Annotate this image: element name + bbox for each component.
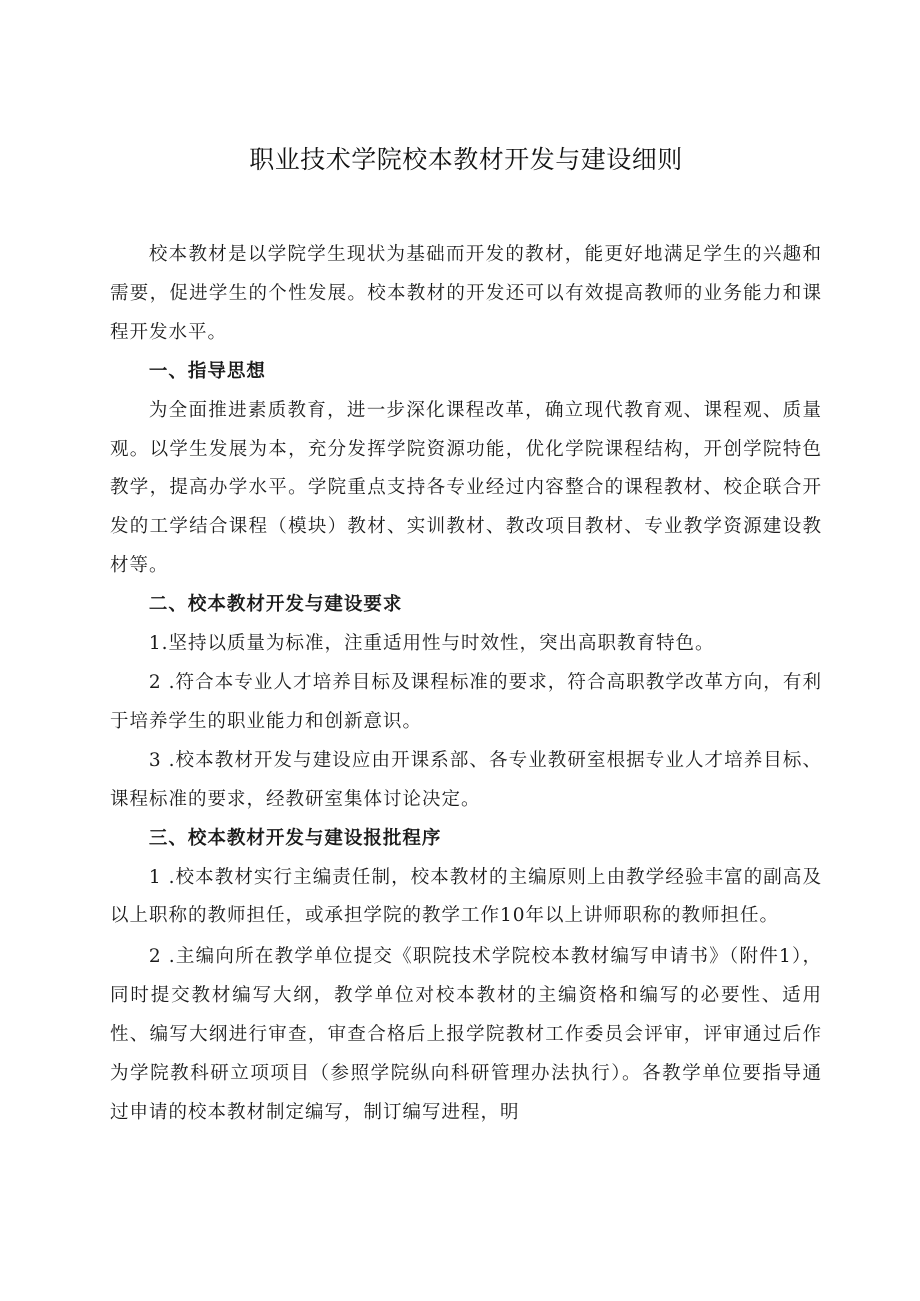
section-heading-requirements: 二、校本教材开发与建设要求	[148, 594, 403, 616]
list-item: 1 .校本教材实行主编责任制，校本教材的主编原则上由教学经验丰富的副高及以上职称的教师担任，或承担学院的教学工作10年以上讲师职称的教师担任。	[110, 866, 822, 927]
list-item: 3 .校本教材开发与建设应由开课系部、各专业教研室根据专业人才培养目标、课程标准的要求，经教研室集体讨论决定。	[110, 749, 822, 810]
intro-paragraph: 校本教材是以学院学生现状为基础而开发的教材，能更好地满足学生的兴趣和需要，促进学生的个性发展。校本教材的开发还可以有效提高教师的业务能力和课程开发水平。	[110, 244, 822, 343]
document-body	[110, 236, 822, 1133]
list-item: 2 .符合本专业人才培养目标及课程标准的要求，符合高职教学改革方向，有利于培养学生的职业能力和创新意识。	[110, 671, 822, 732]
document-title: 职业技术学院校本教材开发与建设细则	[249, 145, 683, 174]
section-heading-guiding-ideology: 一、指导思想	[148, 360, 266, 382]
section-paragraph: 为全面推进素质教育，进一步深化课程改革，确立现代教育观、课程观、质量观。以学生发展为本，充分发挥学院资源功能，优化学院课程结构，开创学院特色教学，提高办学水平。学院重点支持各专业经过内容整合的课程教材、校企联合开发的工学结合课程（模块）教材、实训教材、教改项目教材、专业教学资源建设教材等。	[110, 399, 822, 577]
list-item: 1.坚持以质量为标准，注重适用性与时效性，突出高职教育特色。	[148, 633, 715, 655]
list-item: 2 .主编向所在教学单位提交《职院技术学院校本教材编写申请书》（附件1），同时提交教材编写大纲，教学单位对校本教材的主编资格和编写的必要性、适用性、编写大纲进行审查，审查合格后上报学院教材工作委员会评审，评审通过后作为学院教科研立项项目（参照学院纵向科研管理办法执行）。各教学单位要指导通过申请的校本教材制定编写，制订编写进程，明	[110, 946, 822, 1123]
section-heading-approval-procedure: 三、校本教材开发与建设报批程序	[148, 827, 442, 849]
